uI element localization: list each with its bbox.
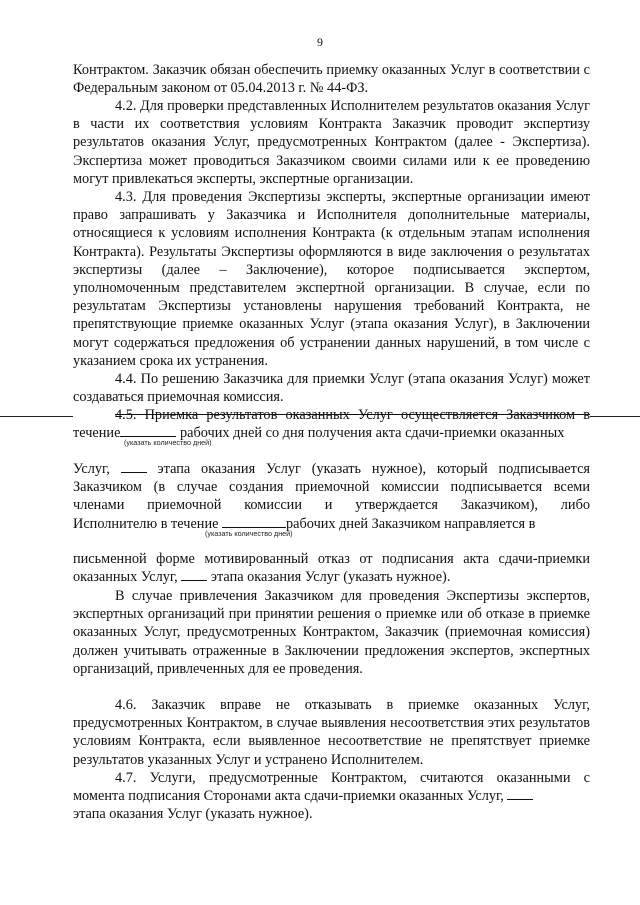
paragraph-4-5-end	[73, 550, 590, 586]
paragraph-4-7	[73, 769, 590, 824]
text-fragment: оказанных Услуг,	[73, 569, 178, 586]
blank-stage-field-3	[507, 787, 533, 800]
paragraph-4-5-line-1	[73, 406, 590, 424]
blank-days-field	[120, 424, 176, 437]
struck-text: 4.5. Приемка результатов оказанных Услуг осуществляется Заказчиком в	[115, 407, 590, 423]
blank-stage-field-2	[181, 568, 207, 581]
paragraph-4-3: 4.3. Для проведения Экспертизы эксперты, экспертные организации имеют право запрашивать у Заказчика и Исполнителя дополнительные материалы, относящиеся к условиям исполнения Контракта (к отдельным этапам исполнения Контракта). Результаты Экспертизы оформляются в виде заключения о результатах экспертизы (далее – Заключение), которое подписывается экспертом, уполномоченным представителем экспертной организации. В случае, если по результатам Экспертизы установлены нарушения требований Контракта, не препятствующие приемке оказанных Услуг (этапа оказания Услуг), в Заключении могут содержаться предложения об устранении данных нарушений, в том числе с указанием срока их устранения.	[73, 189, 590, 369]
paragraph-4-6: 4.6. Заказчик вправе не отказывать в приемке оказанных Услуг, предусмотренных Контрактом, в случае выявления несоответствия этих результатов условиям Контракта, если выявленное несоответствие не препятствует приемке результатов указанных Услуг и устранено Исполнителем.	[73, 697, 590, 768]
caption-days: (указать количество дней)	[124, 438, 212, 448]
blank-days-field-2	[222, 515, 286, 528]
paragraph-4-7-line-2	[73, 787, 590, 805]
text-fragment: течение	[73, 425, 121, 442]
paragraph-4-5-line-3	[73, 460, 590, 478]
paragraph-4-5-cont	[73, 460, 590, 538]
text-fragment: рабочих дней со дня получения акта сдачи-приемки оказанных	[180, 425, 565, 442]
strike-line-left	[0, 416, 73, 417]
caption-days-2: (указать количество дней)	[205, 528, 293, 538]
paragraph-4-5-line-6	[73, 515, 590, 538]
paragraph-4-2: 4.2. Для проверки представленных Исполнителем результатов оказания Услуг в части их соответствия условиям Контракта Заказчик проводит экспертизу результатов оказания Услуг, предусмотренных Контрактом (далее - Экспертиза). Экспертиза может проводиться Заказчиком своими силами или к ее проведению могут привлекаться эксперты, экспертные организации.	[73, 98, 590, 187]
blank-stage-field	[121, 460, 147, 473]
text-fragment: момента подписания Сторонами акта сдачи-приемки оказанных Услуг,	[73, 788, 504, 805]
paragraph-4-7-line-3: этапа оказания Услуг (указать нужное).	[73, 806, 313, 823]
strike-line-right	[590, 416, 640, 417]
paragraph-4-5-line-8	[73, 568, 590, 586]
paragraph-4-4: 4.4. По решению Заказчика для приемки Услуг (этапа оказания Услуг) может создаваться приемочная комиссия.	[73, 371, 590, 406]
paragraph-4-5-line-4: Заказчиком (в случае создания приемочной комиссии подписывается всеми	[73, 479, 590, 496]
paragraph-4-5-line-2	[73, 424, 590, 448]
text-fragment: этапа оказания Услуг (указать нужное).	[210, 569, 451, 586]
page-number: 9	[317, 35, 323, 49]
text-fragment: этапа оказания Услуг (указать нужное), который подписывается	[157, 461, 590, 477]
text-fragment: Исполнителю в течение	[73, 515, 219, 532]
paragraph-4-5-line-5: членами приемочной комиссии и утверждается Заказчиком), либо	[73, 497, 590, 514]
paragraph-4-7-line-1: 4.7. Услуги, предусмотренные Контрактом, считаются оказанными с	[115, 770, 590, 786]
text-fragment: Услуг,	[73, 461, 110, 477]
paragraph-contract-acceptance: Контрактом. Заказчик обязан обеспечить приемку оказанных Услуг в соответствии с Федеральным законом от 05.04.2013 г. № 44-ФЗ.	[73, 62, 590, 97]
text-fragment: рабочих дней Заказчиком направляется в	[286, 515, 536, 532]
paragraph-4-5-line-7: письменной форме мотивированный отказ от подписания акта сдачи-приемки	[73, 551, 590, 567]
paragraph-expertise: В случае привлечения Заказчиком для проведения Экспертизы экспертов, экспертных организаций при принятии решения о приемке или об отказе в приемке оказанных Услуг, предусмотренных Контрактом, Заказчик (приемочная комиссия) должен учитывать отраженные в Заключении предложения экспертов, экспертных организаций, привлеченных для ее проведения.	[73, 588, 590, 677]
paragraph-4-5	[73, 406, 590, 448]
